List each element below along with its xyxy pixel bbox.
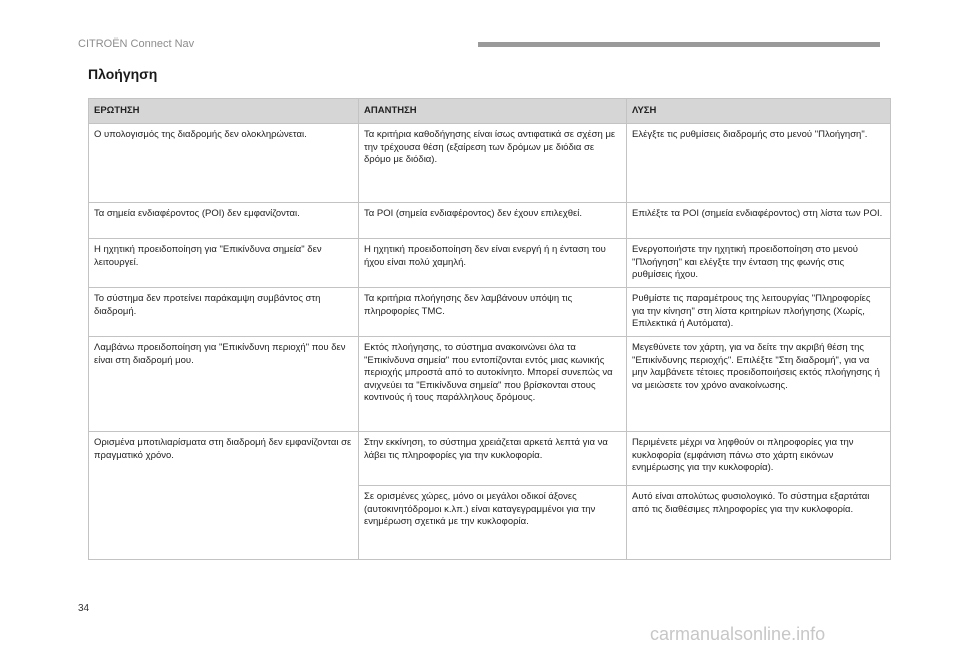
header-question: ΕΡΩΤΗΣΗ [89,99,359,124]
table-row [89,432,891,486]
table-row [89,124,891,203]
watermark: carmanualsonline.info [650,624,826,644]
question-cell: Λαμβάνω προειδοποίηση για "Επικίνδυνη περιοχή" που δεν είναι στη διαδρομή μου. [89,337,359,432]
question-cell: Τα σημεία ενδιαφέροντος (POI) δεν εμφανίζονται. [89,203,359,239]
question-cell: Ο υπολογισμός της διαδρομής δεν ολοκληρώνεται. [89,124,359,203]
table-row [89,239,891,288]
page-title: Πλοήγηση [88,66,158,82]
table-row [89,203,891,239]
table-row [89,288,891,337]
answer-cell: Τα κριτήρια καθοδήγησης είναι ίσως αντιφατικά σε σχέση με την τρέχουσα θέση (εξαίρεση των δρόμων με διόδια σε δρόμο με διόδια). [359,124,627,203]
brand-header: CITROËN Connect Nav [78,38,195,50]
table-header-row [89,99,891,124]
answer-cell: Η ηχητική προειδοποίηση δεν είναι ενεργή ή η ένταση του ήχου είναι πολύ χαμηλή. [359,239,627,288]
solution-cell: Αυτό είναι απολύτως φυσιολογικό. Το σύστημα εξαρτάται από τις διαθέσιμες πληροφορίες για την κυκλοφορία. [627,486,891,560]
answer-cell: Στην εκκίνηση, το σύστημα χρειάζεται αρκετά λεπτά για να λάβει τις πληροφορίες για την κυκλοφορία. [359,432,627,486]
header-solution: ΛΥΣΗ [627,99,891,124]
question-cell: Το σύστημα δεν προτείνει παράκαμψη συμβάντος στη διαδρομή. [89,288,359,337]
table-row [89,337,891,432]
page-number: 34 [78,603,90,614]
solution-cell: Περιμένετε μέχρι να ληφθούν οι πληροφορίες για την κυκλοφορία (εμφάνιση πάνω στο χάρτη εικόνων ενημέρωσης για την κυκλοφορία). [627,432,891,486]
answer-cell: Τα POI (σημεία ενδιαφέροντος) δεν έχουν επιλεχθεί. [359,203,627,239]
answer-cell: Τα κριτήρια πλοήγησης δεν λαμβάνουν υπόψη τις πληροφορίες TMC. [359,288,627,337]
solution-cell: Ελέγξτε τις ρυθμίσεις διαδρομής στο μενού "Πλοήγηση". [627,124,891,203]
question-cell: Η ηχητική προειδοποίηση για "Επικίνδυνα σημεία" δεν λειτουργεί. [89,239,359,288]
header-divider-bar [478,42,880,47]
solution-cell: Ενεργοποιήστε την ηχητική προειδοποίηση στο μενού "Πλοήγηση" και ελέγξτε την ένταση της φωνής στις ρυθμίσεις ήχου. [627,239,891,288]
solution-cell: Επιλέξτε τα POI (σημεία ενδιαφέροντος) στη λίστα των POI. [627,203,891,239]
answer-cell: Εκτός πλοήγησης, το σύστημα ανακοινώνει όλα τα "Επικίνδυνα σημεία" που εντοπίζονται εντός μιας κωνικής περιοχής μπροστά από το αυτοκίνητο. Μπορεί συνεπώς να ανιχνεύει τα "Επικίνδυνα σημεία" που βρίσκονται στους κοντινούς ή τους παράλληλους δρόμους. [359,337,627,432]
solution-cell: Μεγεθύνετε τον χάρτη, για να δείτε την ακριβή θέση της "Επικίνδυνης περιοχής". Επιλέξτε "Στη διαδρομή", για να μην λαμβάνετε τέτοιες προειδοποιήσεις εκτός πλοήγησης ή να μειώσετε τον χρόνο ανακοίνωσης. [627,337,891,432]
faq-table [88,98,891,560]
answer-cell: Σε ορισμένες χώρες, μόνο οι μεγάλοι οδικοί άξονες (αυτοκινητόδρομοι κ.λπ.) είναι καταγεγραμμένοι για την ενημέρωση σχετικά με την κυκλοφορία. [359,486,627,560]
solution-cell: Ρυθμίστε τις παραμέτρους της λειτουργίας "Πληροφορίες για την κίνηση" στη λίστα κριτηρίων πλοήγησης (Χωρίς, Επιλεκτικά ή Αυτόματα). [627,288,891,337]
question-cell: Ορισμένα μποτιλιαρίσματα στη διαδρομή δεν εμφανίζονται σε πραγματικό χρόνο. [89,432,359,560]
header-answer: ΑΠΑΝΤΗΣΗ [359,99,627,124]
